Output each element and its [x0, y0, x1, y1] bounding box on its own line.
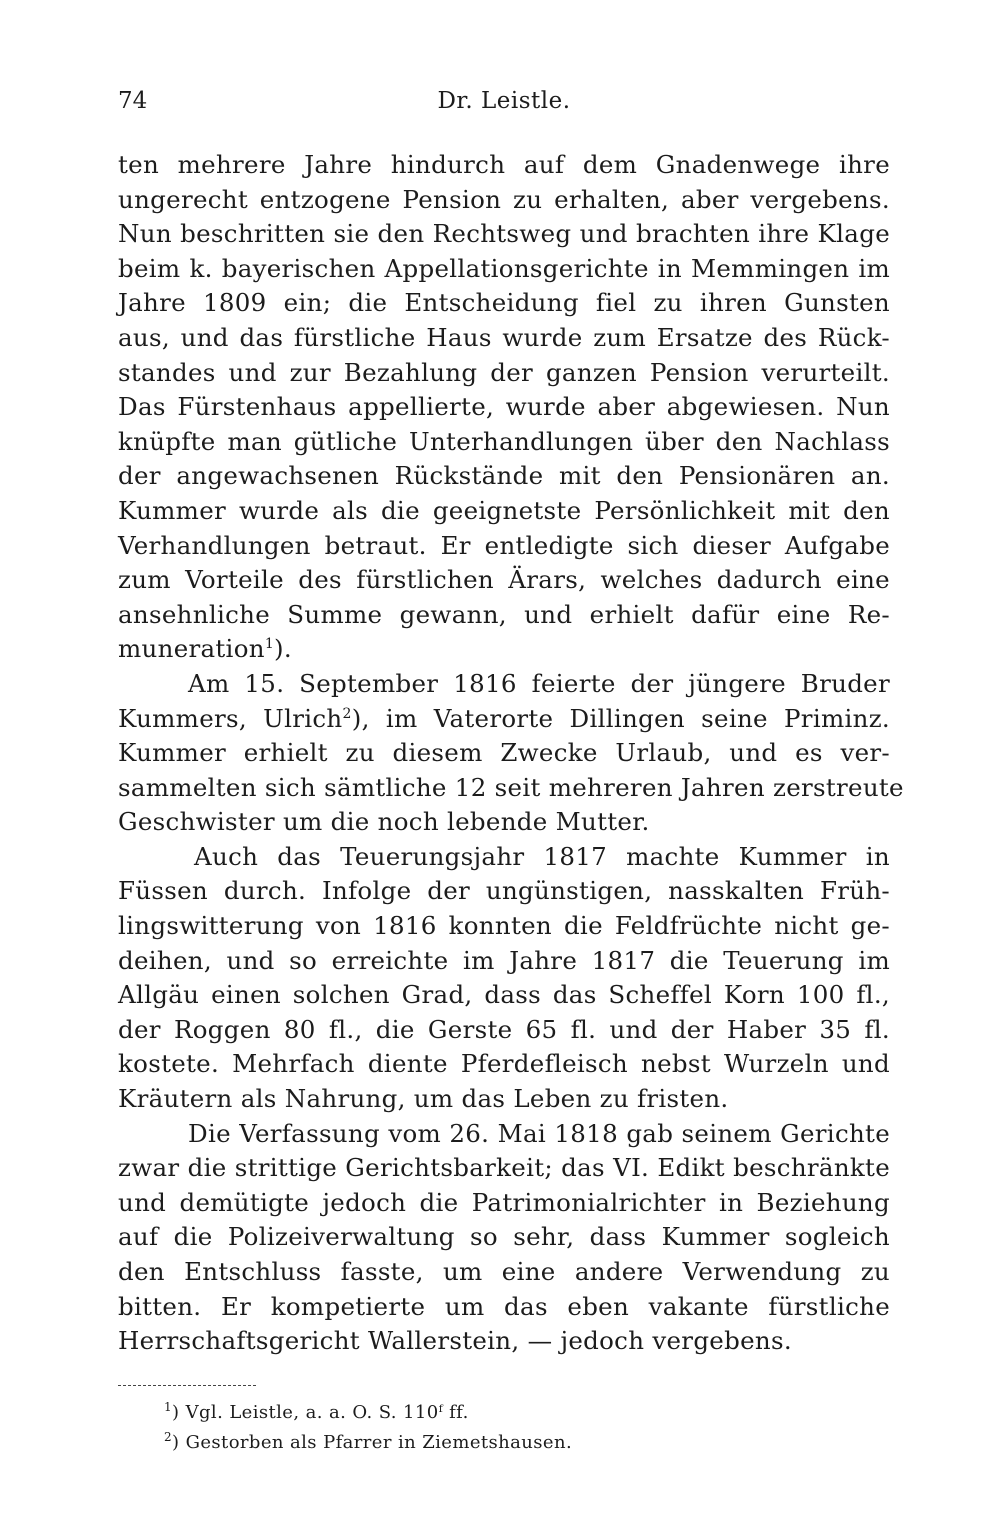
text-line	[118, 702, 890, 737]
text-line: ten mehrere Jahre hindurch auf dem Gnadenwege ihre	[118, 150, 890, 179]
footnote-number: 1	[164, 1400, 173, 1414]
text-line: und demütigte jedoch die Patrimonialrichter in Beziehung	[118, 1187, 890, 1217]
page-number: 74	[118, 88, 148, 114]
footnote-divider	[118, 1385, 256, 1386]
text-line: zwar die strittige Gerichtsbarkeit; das VI. Edikt beschränkte	[118, 1153, 890, 1183]
text-line: Geschwister um die noch lebende Mutter.	[118, 807, 650, 837]
text-line: der Roggen 80 fl., die Gerste 65 fl. und der Haber 35 fl.	[118, 1014, 890, 1044]
text-line: deihen, und so erreichte im Jahre 1817 die Teuerung im	[118, 945, 890, 975]
paragraph-4	[118, 1117, 890, 1359]
running-title: Dr. Leistle.	[437, 88, 571, 114]
text-line: aus, und das fürstliche Haus wurde zum Ersatze des Rück-	[118, 322, 890, 352]
text-line: sammelten sich sämtliche 12 seit mehreren Jahren zerstreute	[118, 772, 904, 802]
footnotes	[164, 1398, 764, 1458]
paragraph-3	[118, 840, 890, 1117]
footnote-2	[164, 1428, 764, 1458]
line-text: muneration	[118, 634, 265, 664]
text-line: Kummer erhielt zu diesem Zwecke Urlaub, und es ver-	[118, 738, 890, 768]
text-line: Am 15. September 1816 feierte der jüngere Bruder	[188, 668, 890, 698]
footnote-1	[164, 1398, 764, 1428]
text-line: Kummer wurde als die geeignetste Persönlichkeit mit den	[118, 495, 890, 525]
text-line: Verhandlungen betraut. Er entledigte sich dieser Aufgabe	[118, 530, 890, 560]
text-line: lingswitterung von 1816 konnten die Feldfrüchte nicht ge-	[118, 911, 890, 941]
text-line: den Entschluss fasste, um eine andere Verwendung zu	[118, 1257, 890, 1286]
text-line: Die Verfassung vom 26. Mai 1818 gab seinem Gerichte	[188, 1118, 890, 1148]
text-line: ansehnliche Summe gewann, und erhielt dafür eine Re-	[118, 599, 890, 629]
footnote-text: ) Vgl. Leistle, a. a. O. S. 110ᶠ ff.	[172, 1402, 469, 1423]
text-line: Auch das Teuerungsjahr 1817 machte Kummer in	[194, 841, 890, 871]
running-head	[118, 88, 890, 122]
line-text: Kummers, Ulrich	[118, 703, 343, 733]
text-line: Allgäu einen solchen Grad, dass das Scheffel Korn 100 fl.,	[118, 980, 890, 1010]
footnote-number: 2	[164, 1430, 173, 1444]
text-line: Herrschaftsgericht Wallerstein, — jedoch vergebens.	[118, 1326, 792, 1356]
text-line: Das Fürstenhaus appellierte, wurde aber abgewiesen. Nun	[118, 392, 890, 422]
text-line: auf die Polizeiverwaltung so sehr, dass Kummer sogleich	[118, 1222, 890, 1252]
text-line: ungerecht entzogene Pension zu erhalten, aber vergebens.	[118, 184, 890, 214]
text-line: knüpfte man gütliche Unterhandlungen über den Nachlass	[118, 426, 890, 456]
text-line: kostete. Mehrfach diente Pferdefleisch nebst Wurzeln und	[118, 1049, 890, 1079]
footnote-text: ) Gestorben als Pfarrer in Ziemetshausen.	[172, 1432, 573, 1453]
text-line: beim k. bayerischen Appellationsgerichte in Memmingen im	[118, 253, 890, 283]
footnote-marker: 2	[342, 705, 352, 722]
line-text: ), im Vaterorte Dillingen seine Priminz.	[351, 703, 890, 733]
body-text	[118, 148, 904, 1359]
text-line: Nun beschritten sie den Rechtsweg und brachten ihre Klage	[118, 219, 890, 249]
text-line: bitten. Er kompetierte um das eben vakante fürstliche	[118, 1291, 890, 1321]
text-line: zum Vorteile des fürstlichen Ärars, welches dadurch eine	[118, 565, 890, 595]
text-line: der angewachsenen Rückstände mit den Pensionären an.	[118, 461, 890, 491]
text-line: Kräutern als Nahrung, um das Leben zu fristen.	[118, 1084, 729, 1114]
text-line: standes und zur Bezahlung der ganzen Pension verurteilt.	[118, 357, 890, 387]
footnote-marker: 1	[264, 636, 275, 653]
line-text: ).	[274, 634, 292, 664]
text-line: Jahre 1809 ein; die Entscheidung fiel zu ihren Gunsten	[118, 288, 890, 318]
text-line: Füssen durch. Infolge der ungünstigen, nasskalten Früh-	[118, 876, 890, 906]
paragraph-1	[118, 148, 890, 667]
paragraph-2	[118, 667, 904, 840]
text-line	[118, 632, 890, 667]
